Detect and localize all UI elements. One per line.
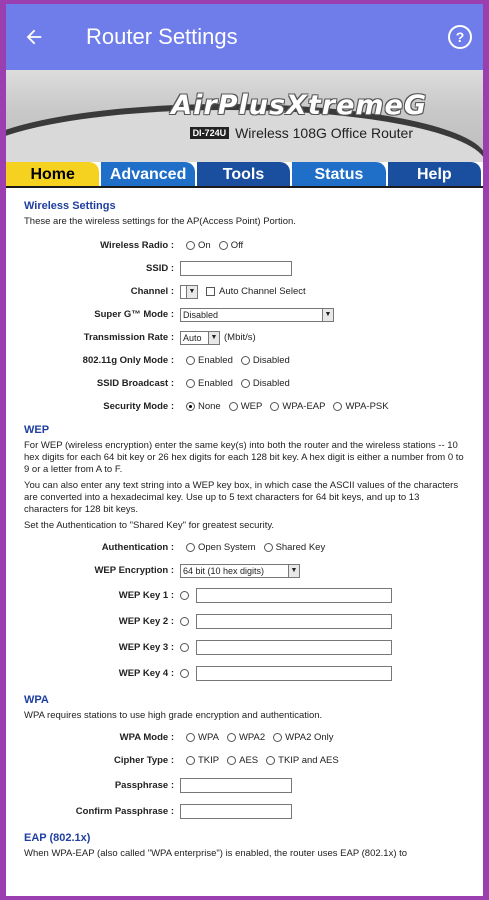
cipher-tkip-label: TKIP xyxy=(198,755,220,766)
sec-none-label: None xyxy=(198,401,221,412)
sec-wpapsk-label: WPA-PSK xyxy=(345,401,389,412)
wep-key2-radio[interactable] xyxy=(180,617,189,626)
wpa-mode-wpa2only-radio[interactable] xyxy=(273,733,282,742)
sec-wep-radio[interactable] xyxy=(229,402,238,411)
auth-open-label: Open System xyxy=(198,542,256,553)
wep-para-1: For WEP (wireless encryption) enter the same key(s) into both the router and the wireless stations -- 10 hex digits for each 64 bit key or 26 hex digits for each 128 bit key. A hex digit is either a number from 0 to 9 or a letter from A to F. xyxy=(24,440,464,475)
wireless-intro: These are the wireless settings for the AP(Access Point) Portion. xyxy=(24,216,296,227)
auth-open-radio[interactable] xyxy=(186,543,195,552)
wep-key1-row xyxy=(24,582,465,608)
ssidb-enabled-label: Enabled xyxy=(198,378,233,389)
gonly-enabled-radio[interactable] xyxy=(186,356,195,365)
arrow-left-icon xyxy=(23,26,45,48)
confirm-passphrase-row xyxy=(24,798,465,824)
wep-key1-input[interactable] xyxy=(196,588,392,603)
wep-encryption-row xyxy=(24,559,465,582)
gonly-disabled-label: Disabled xyxy=(252,355,290,366)
confirm-passphrase-label: Confirm Passphrase : xyxy=(75,805,174,817)
ssid-input[interactable] xyxy=(180,261,292,276)
wep-key1-radio[interactable] xyxy=(180,591,189,600)
help-circle-icon xyxy=(447,24,473,50)
wep-para-3: Set the Authentication to "Shared Key" for greatest security. xyxy=(24,520,275,531)
back-button[interactable] xyxy=(6,4,62,70)
channel-row xyxy=(24,280,465,303)
passphrase-row xyxy=(24,772,465,798)
sec-wpaeap-label: WPA-EAP xyxy=(282,401,326,412)
ssid-broadcast-label: SSID Broadcast : xyxy=(96,378,174,389)
rate-label: Transmission Rate : xyxy=(83,332,174,343)
chevron-down-icon: ▼ xyxy=(186,286,197,298)
radio-off[interactable] xyxy=(219,241,228,250)
wireless-settings-title: Wireless Settings xyxy=(24,200,116,212)
wireless-radio-label: Wireless Radio : xyxy=(100,240,174,251)
auth-shared-label: Shared Key xyxy=(275,542,326,553)
svg-text:?: ? xyxy=(455,29,465,45)
ssidb-enabled-radio[interactable] xyxy=(186,379,195,388)
sec-wep-label: WEP xyxy=(240,401,263,412)
wep-encryption-label: WEP Encryption : xyxy=(94,565,174,576)
wpa-mode-wpa2only-label: WPA2 Only xyxy=(285,732,334,743)
wpa-intro: WPA requires stations to use high grade encryption and authentication. xyxy=(24,710,323,721)
tab-help[interactable]: Help xyxy=(388,162,481,186)
wep-key4-input[interactable] xyxy=(196,666,392,681)
chevron-down-icon: ▼ xyxy=(322,309,333,321)
passphrase-input[interactable] xyxy=(180,778,292,793)
ssidb-disabled-radio[interactable] xyxy=(241,379,250,388)
wpa-mode-label: WPA Mode : xyxy=(119,732,174,743)
gonly-enabled-label: Enabled xyxy=(198,355,233,366)
tab-advanced[interactable]: Advanced xyxy=(101,162,194,186)
cipher-row xyxy=(24,749,465,772)
sec-wpapsk-radio[interactable] xyxy=(333,402,342,411)
wpa-mode-wpa2-radio[interactable] xyxy=(227,733,236,742)
chevron-down-icon: ▼ xyxy=(288,565,299,577)
cipher-tkip-radio[interactable] xyxy=(186,756,195,765)
app-bar xyxy=(6,4,483,70)
passphrase-label: Passphrase : xyxy=(114,779,174,791)
tab-home[interactable]: Home xyxy=(6,162,99,186)
cipher-aes-radio[interactable] xyxy=(227,756,236,765)
radio-on-label: On xyxy=(198,240,211,251)
brand-logo: AirPlusXtremeG xyxy=(171,90,427,121)
model-row xyxy=(190,125,413,141)
gonly-label: 802.11g Only Mode : xyxy=(82,355,174,366)
wep-key1-label: WEP Key 1 : xyxy=(118,589,174,601)
tab-status[interactable]: Status xyxy=(292,162,385,186)
cipher-both-radio[interactable] xyxy=(266,756,275,765)
channel-label: Channel : xyxy=(130,286,174,297)
rate-value: Auto xyxy=(183,332,202,343)
auth-row xyxy=(24,536,465,559)
rate-row xyxy=(24,326,465,349)
wpa-mode-row xyxy=(24,726,465,749)
app-title: Router Settings xyxy=(86,24,238,49)
router-banner xyxy=(6,70,483,162)
security-mode-row xyxy=(24,395,465,418)
confirm-passphrase-input[interactable] xyxy=(180,804,292,819)
radio-on[interactable] xyxy=(186,241,195,250)
tab-tools[interactable]: Tools xyxy=(197,162,290,186)
wep-key3-input[interactable] xyxy=(196,640,392,655)
radio-off-label: Off xyxy=(230,240,244,251)
wireless-radio-row xyxy=(24,234,465,257)
cipher-aes-label: AES xyxy=(239,755,259,766)
wpa-mode-wpa2-label: WPA2 xyxy=(238,732,266,743)
wep-key3-row xyxy=(24,634,465,660)
sec-none-radio[interactable] xyxy=(186,402,195,411)
wep-para-2: You can also enter any text string into a WEP key box, in which case the ASCII values of the characters are converted into a hexadecimal key. Use up to 5 text characters for 64 bit keys, and up to 13 characters for 128 bit keys. xyxy=(24,480,459,515)
screen xyxy=(6,4,483,896)
chevron-down-icon: ▼ xyxy=(208,332,219,344)
rate-select[interactable] xyxy=(180,331,220,345)
wep-key4-row xyxy=(24,660,465,686)
wpa-title: WPA xyxy=(24,694,49,706)
ssidb-disabled-label: Disabled xyxy=(252,378,290,389)
auth-label: Authentication : xyxy=(101,542,174,553)
help-button[interactable] xyxy=(447,24,473,50)
settings-content xyxy=(6,188,483,860)
eap-title: EAP (802.1x) xyxy=(24,832,91,844)
gonly-disabled-radio[interactable] xyxy=(241,356,250,365)
superg-label: Super G™ Mode : xyxy=(94,309,174,320)
wep-encryption-value: 64 bit (10 hex digits) xyxy=(183,565,265,576)
wep-key2-input[interactable] xyxy=(196,614,392,629)
ssid-broadcast-row xyxy=(24,372,465,395)
superg-value: Disabled xyxy=(183,309,219,320)
ssid-label: SSID : xyxy=(146,263,174,274)
gonly-row xyxy=(24,349,465,372)
sec-wpaeap-radio[interactable] xyxy=(270,402,279,411)
auto-channel-label: Auto Channel Select xyxy=(219,286,306,297)
wep-key2-row xyxy=(24,608,465,634)
wep-key4-radio[interactable] xyxy=(180,669,189,678)
ssid-row xyxy=(24,257,465,280)
model-name: Wireless 108G Office Router xyxy=(235,125,413,141)
channel-select[interactable] xyxy=(180,285,198,299)
cipher-label: Cipher Type : xyxy=(114,755,174,766)
wep-key4-label: WEP Key 4 : xyxy=(118,667,174,679)
model-badge: DI-724U xyxy=(190,127,230,139)
wep-encryption-select[interactable] xyxy=(180,564,300,578)
superg-row xyxy=(24,303,465,326)
wep-key3-radio[interactable] xyxy=(180,643,189,652)
auth-shared-radio[interactable] xyxy=(264,543,273,552)
security-mode-label: Security Mode : xyxy=(103,401,174,412)
rate-unit: (Mbit/s) xyxy=(224,332,256,343)
auto-channel-checkbox[interactable] xyxy=(206,287,215,296)
wep-key2-label: WEP Key 2 : xyxy=(118,615,174,627)
eap-intro: When WPA-EAP (also called "WPA enterprise") is enabled, the router uses EAP (802.1x) to xyxy=(24,848,408,859)
wpa-mode-wpa-label: WPA xyxy=(198,732,219,743)
wep-title: WEP xyxy=(24,424,50,436)
wep-key3-label: WEP Key 3 : xyxy=(118,641,174,653)
tab-bar xyxy=(6,162,483,188)
cipher-both-label: TKIP and AES xyxy=(278,755,339,766)
wpa-mode-wpa-radio[interactable] xyxy=(186,733,195,742)
superg-select[interactable] xyxy=(180,308,334,322)
